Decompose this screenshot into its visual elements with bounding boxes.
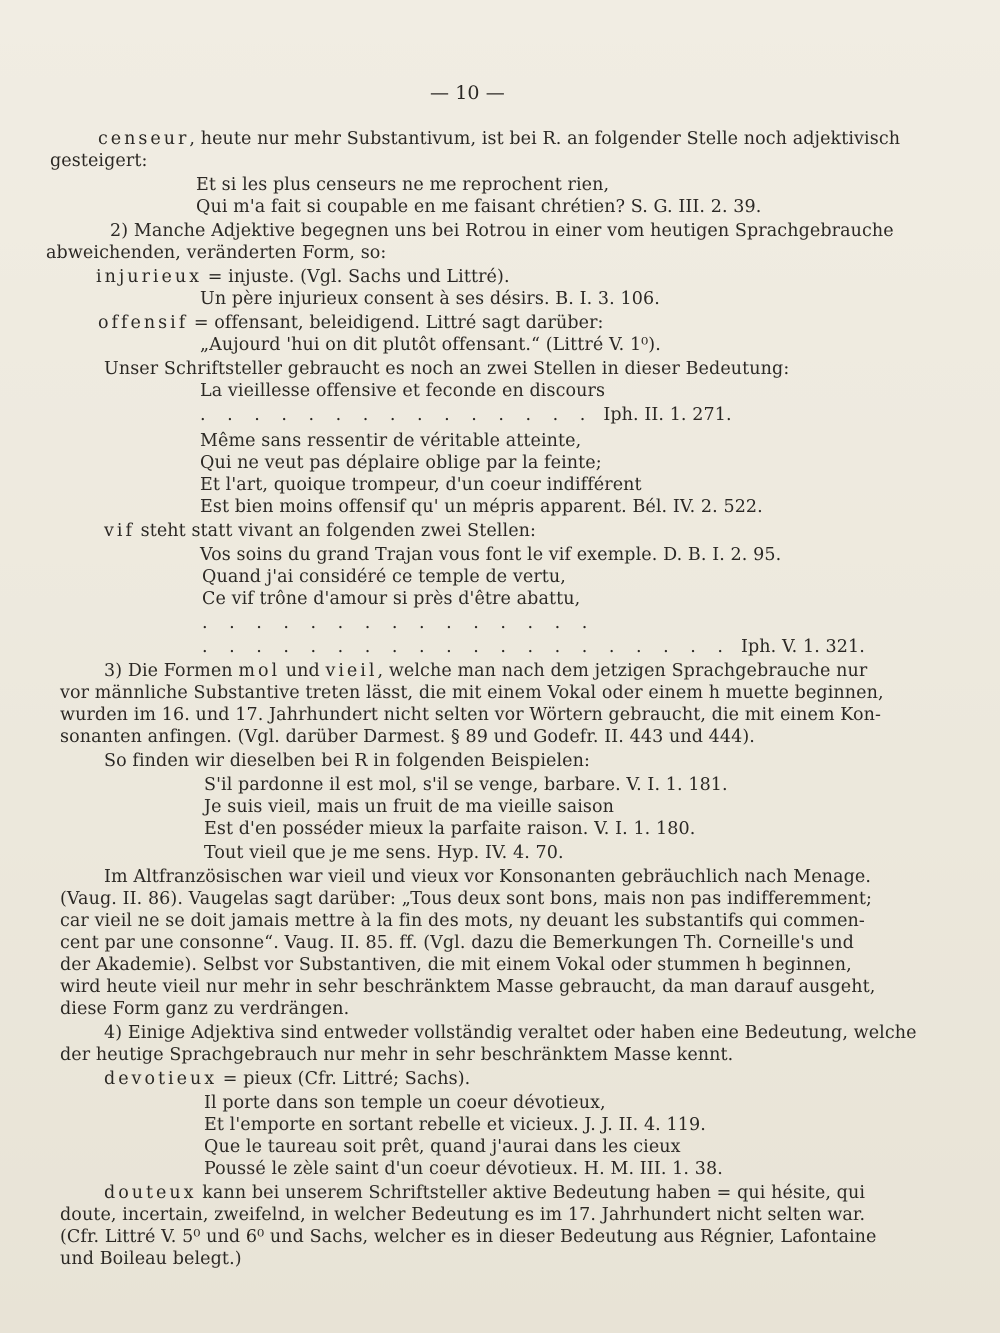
line-text: Est bien moins offensif qu' un mépris apparent. Bél. IV. 2. 522. — [200, 497, 763, 517]
line-text: „Aujourd 'hui on dit plutôt offensant.“ (Littré V. 1⁰). — [200, 335, 661, 355]
line-text: der Akademie). Selbst vor Substantiven, die mit einem Vokal oder stummen h beginnen, — [60, 955, 852, 975]
line-text: , heute nur mehr Substantivum, ist bei R. an folgender Stelle noch adjektivisch — [189, 129, 901, 149]
spaced-term: mol — [238, 661, 281, 681]
line-text: = injuste. (Vgl. Sachs und Littré). — [202, 267, 510, 287]
spaced-term: vif — [104, 521, 135, 541]
spaced-term: injurieux — [96, 267, 203, 287]
text-line — [104, 866, 871, 888]
ellipsis-dots: . . . . . . . . . . . . . . . — [200, 405, 594, 425]
text-line — [104, 1182, 865, 1204]
line-text: der heutige Sprachgebrauch nur mehr in sehr beschränktem Masse kennt. — [60, 1045, 734, 1065]
line-text: Que le taureau soit prêt, quand j'aurai dans les cieux — [204, 1137, 681, 1157]
text-line — [196, 196, 761, 218]
line-text: Je suis vieil, mais un fruit de ma vieille saison — [204, 797, 615, 817]
spaced-term: censeur — [98, 129, 190, 149]
line-text: Et l'emporte en sortant rebelle et vicieux. J. J. II. 4. 119. — [204, 1115, 706, 1135]
line-text: doute, incertain, zweifelnd, in welcher Bedeutung es im 17. Jahrhundert nicht selten war. — [60, 1205, 866, 1225]
text-line — [50, 150, 147, 172]
line-text: und — [280, 661, 326, 681]
line-text: Unser Schriftsteller gebraucht es noch an zwei Stellen in dieser Bedeutung: — [104, 359, 790, 379]
text-line — [60, 1204, 865, 1226]
text-line — [104, 1068, 470, 1090]
text-line — [202, 566, 566, 588]
line-text: abweichenden, veränderten Form, so: — [46, 243, 387, 263]
line-text: = offensant, beleidigend. Littré sagt darüber: — [188, 313, 604, 333]
text-line — [60, 682, 884, 704]
text-line — [200, 452, 602, 474]
text-line — [200, 474, 642, 496]
line-text: La vieillesse offensive et feconde en discours — [200, 381, 606, 401]
line-text: Im Altfranzösischen war vieil und vieux vor Konsonanten gebräuchlich nach Menage. — [104, 867, 871, 887]
text-line — [60, 932, 854, 954]
page-number: — 10 — — [430, 82, 505, 104]
line-text: wurden im 16. und 17. Jahrhundert nicht selten vor Wörtern gebraucht, die mit einem Kon- — [60, 705, 882, 725]
text-line — [204, 842, 564, 864]
line-text: diese Form ganz zu verdrängen. — [60, 999, 350, 1019]
spaced-term: douteux — [104, 1183, 197, 1203]
ellipsis-dots: . . . . . . . . . . . . . . . . . . . . — [202, 637, 731, 657]
text-line — [204, 1158, 723, 1180]
text-line — [60, 998, 349, 1020]
line-text: So finden wir dieselben bei R in folgenden Beispielen: — [104, 751, 591, 771]
line-text: Ce vif trône d'amour si près d'être abattu, — [202, 589, 581, 609]
text-line — [104, 660, 867, 682]
text-line — [204, 1092, 606, 1114]
text-line — [200, 544, 781, 566]
text-line — [60, 704, 881, 726]
text-line — [60, 1248, 242, 1270]
text-line — [204, 818, 695, 840]
line-text: Vos soins du grand Trajan vous font le vif exemple. D. B. I. 2. 95. — [200, 545, 782, 565]
line-text: 4) Einige Adjektiva sind entweder vollständig veraltet oder haben eine Bedeutung, welche — [104, 1023, 917, 1043]
line-text: wird heute vieil nur mehr in sehr beschränktem Masse gebraucht, da man darauf ausgeht, — [60, 977, 876, 997]
line-text: vor männliche Substantive treten lässt, die mit einem Vokal oder einem h muette beginnen, — [60, 683, 884, 703]
text-line — [60, 910, 865, 932]
text-line — [200, 404, 732, 426]
text-line — [60, 954, 852, 976]
line-text: Et si les plus censeurs ne me reprochent rien, — [196, 175, 610, 195]
line-text: (Cfr. Littré V. 5⁰ und 6⁰ und Sachs, welcher es in dieser Bedeutung aus Régnier, Lafontaine — [60, 1227, 877, 1247]
line-text: = pieux (Cfr. Littré; Sachs). — [217, 1069, 471, 1089]
text-line — [200, 334, 661, 356]
text-line — [204, 1136, 681, 1158]
line-text: Tout vieil que je me sens. Hyp. IV. 4. 70. — [204, 843, 564, 863]
spaced-term: vieil — [325, 661, 378, 681]
text-line — [60, 726, 755, 748]
line-text: und Boileau belegt.) — [60, 1249, 242, 1269]
text-line — [200, 496, 763, 518]
line-text: S'il pardonne il est mol, s'il se venge, barbare. V. I. 1. 181. — [204, 775, 728, 795]
text-line — [46, 242, 386, 264]
text-line — [98, 128, 900, 150]
line-text: Est d'en posséder mieux la parfaite raison. V. I. 1. 180. — [204, 819, 696, 839]
line-text: Qui m'a fait si coupable en me faisant chrétien? S. G. III. 2. 39. — [196, 197, 762, 217]
verse-reference: Iph. V. 1. 321. — [740, 637, 865, 657]
line-text: car vieil ne se doit jamais mettre à la fin des mots, ny deuant les substantifs qui commen- — [60, 911, 865, 931]
spaced-term: offensif — [98, 313, 189, 333]
spaced-term: devotieux — [104, 1069, 218, 1089]
line-text: Même sans ressentir de véritable atteinte, — [200, 431, 582, 451]
text-line — [98, 312, 604, 334]
text-line — [200, 288, 660, 310]
text-line — [200, 430, 581, 452]
text-line — [204, 796, 614, 818]
line-text: 3) Die Formen — [104, 661, 239, 681]
line-text: sonanten anfingen. (Vgl. darüber Darmest. § 89 und Godefr. II. 443 und 444). — [60, 727, 755, 747]
line-text: Il porte dans son temple un coeur dévotieux, — [204, 1093, 606, 1113]
text-line — [110, 220, 894, 242]
text-line — [202, 612, 595, 634]
ellipsis-dots: . . . . . . . . . . . . . . . — [202, 613, 596, 633]
line-text: , welche man nach dem jetzigen Sprachgebrauche nur — [377, 661, 868, 681]
line-text: Et l'art, quoique trompeur, d'un coeur indifférent — [200, 475, 642, 495]
text-line — [196, 174, 609, 196]
line-text: Un père injurieux consent à ses désirs. B. I. 3. 106. — [200, 289, 660, 309]
verse-reference: Iph. II. 1. 271. — [603, 405, 732, 425]
text-line — [60, 888, 872, 910]
text-line — [202, 636, 865, 658]
text-line — [104, 358, 789, 380]
text-line — [104, 1022, 917, 1044]
line-text: Qui ne veut pas déplaire oblige par la feinte; — [200, 453, 602, 473]
line-text: steht statt vivant an folgenden zwei Stellen: — [134, 521, 537, 541]
line-text: 2) Manche Adjektive begegnen uns bei Rotrou in einer vom heutigen Sprachgebrauche — [110, 221, 894, 241]
line-text: (Vaug. II. 86). Vaugelas sagt darüber: „Tous deux sont bons, mais non pas indifferemment; — [60, 889, 872, 909]
text-line — [204, 774, 728, 796]
text-line — [204, 1114, 706, 1136]
text-line — [96, 266, 510, 288]
text-line — [60, 976, 875, 998]
text-line — [60, 1044, 733, 1066]
text-line — [104, 750, 590, 772]
line-text: cent par une consonne“. Vaug. II. 85. ff. (Vgl. dazu die Bemerkungen Th. Corneille's und — [60, 933, 854, 953]
text-line — [200, 380, 605, 402]
line-text: Poussé le zèle saint d'un coeur dévotieux. H. M. III. 1. 38. — [204, 1159, 723, 1179]
text-line — [60, 1226, 877, 1248]
line-text: kann bei unserem Schriftsteller aktive Bedeutung haben = qui hésite, qui — [196, 1183, 866, 1203]
text-line — [104, 520, 536, 542]
text-line — [202, 588, 580, 610]
line-text: Quand j'ai considéré ce temple de vertu, — [202, 567, 566, 587]
line-text: gesteigert: — [50, 151, 148, 171]
